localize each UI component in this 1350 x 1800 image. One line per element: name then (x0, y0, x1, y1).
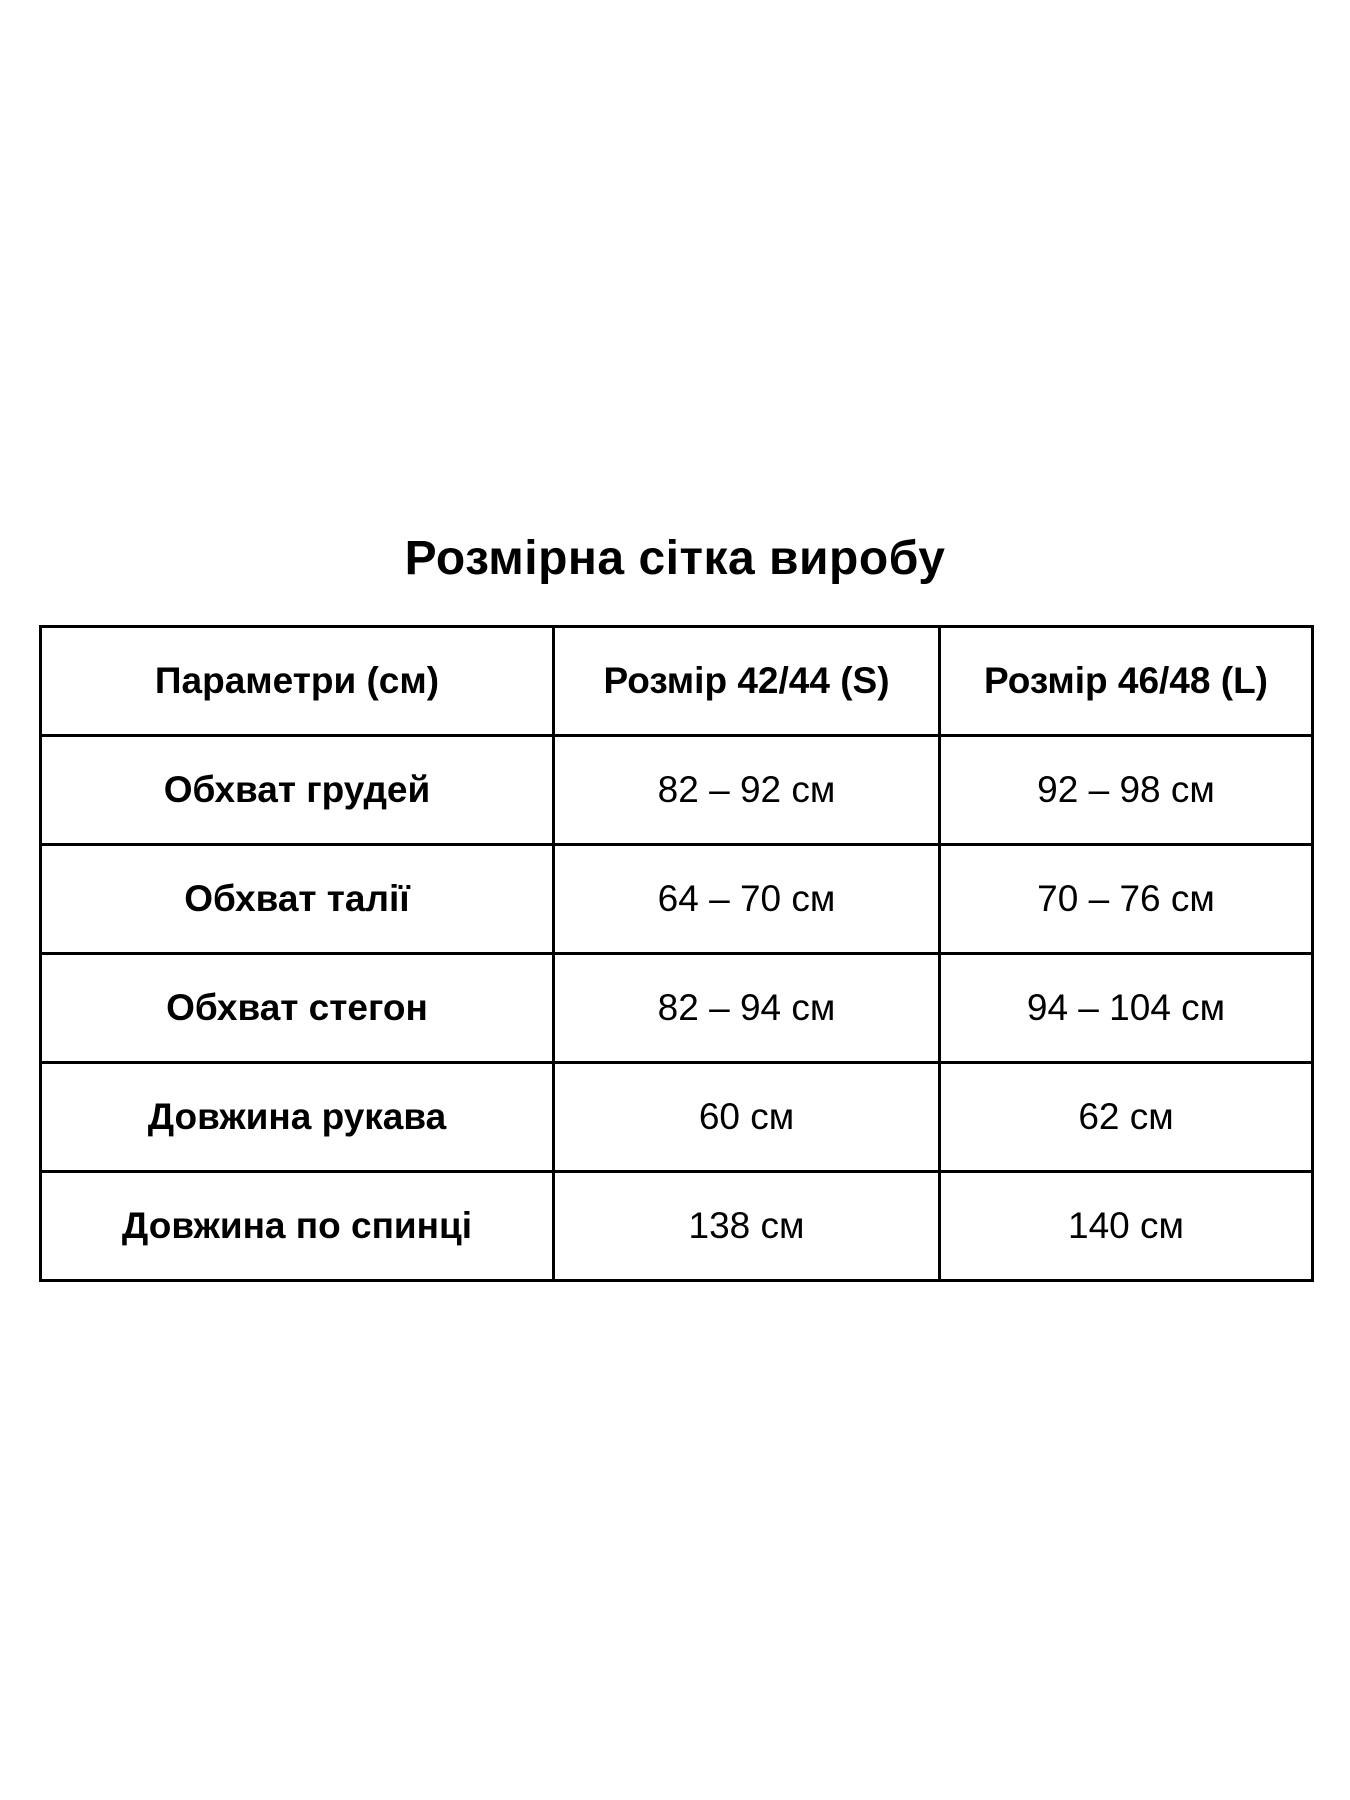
value-size-s: 138 см (554, 1172, 940, 1281)
table-row (41, 1172, 1313, 1281)
table-row (41, 1063, 1313, 1172)
header-size-s: Розмір 42/44 (S) (554, 627, 940, 736)
value-size-l: 94 – 104 см (940, 954, 1313, 1063)
value-size-s: 82 – 92 см (554, 736, 940, 845)
row-label: Обхват стегон (41, 954, 554, 1063)
header-parameters: Параметри (см) (41, 627, 554, 736)
value-size-l: 62 см (940, 1063, 1313, 1172)
row-label: Обхват талії (41, 845, 554, 954)
page-title: Розмірна сітка виробу (404, 532, 946, 585)
row-label: Довжина по спинці (41, 1172, 554, 1281)
value-size-l: 92 – 98 см (940, 736, 1313, 845)
value-size-l: 70 – 76 см (940, 845, 1313, 954)
row-label: Обхват грудей (41, 736, 554, 845)
size-chart-table (39, 625, 1314, 1282)
table-row (41, 736, 1313, 845)
table-row (41, 954, 1313, 1063)
value-size-s: 64 – 70 см (554, 845, 940, 954)
value-size-l: 140 см (940, 1172, 1313, 1281)
table-header-row (41, 627, 1313, 736)
table-row (41, 845, 1313, 954)
header-size-l: Розмір 46/48 (L) (940, 627, 1313, 736)
row-label: Довжина рукава (41, 1063, 554, 1172)
value-size-s: 82 – 94 см (554, 954, 940, 1063)
value-size-s: 60 см (554, 1063, 940, 1172)
